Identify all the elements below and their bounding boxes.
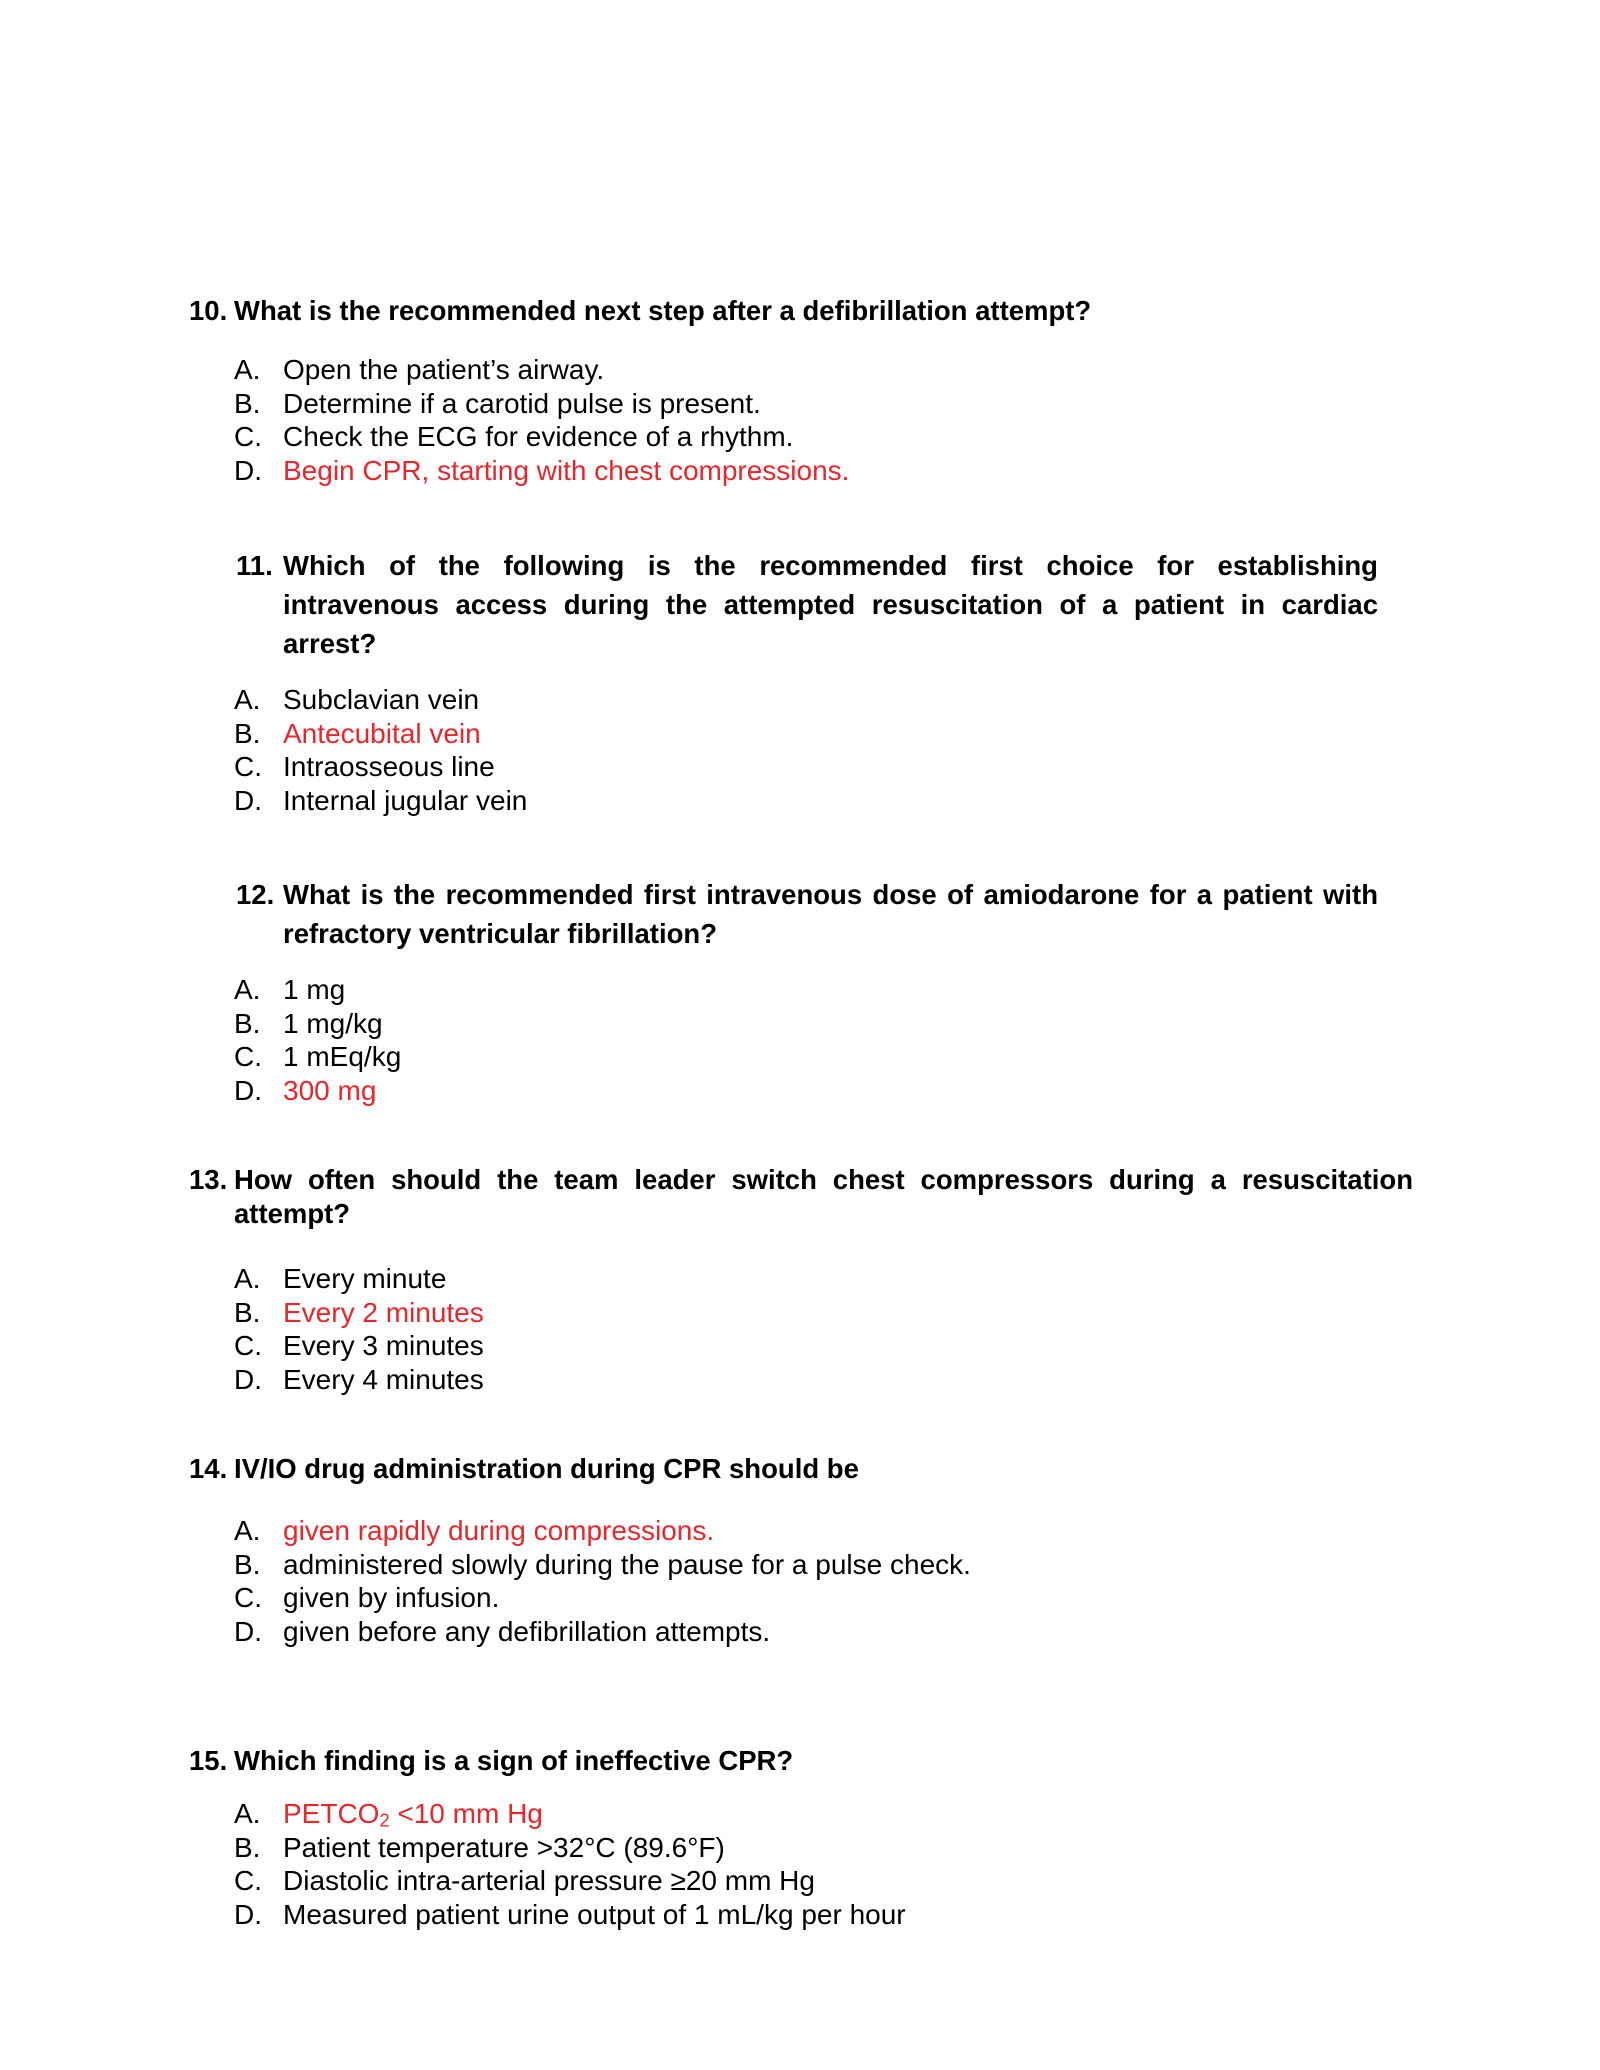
question-11 xyxy=(236,546,1378,663)
question-text: What is the recommended first intravenous dose of amiodarone for a patient with refractory ventricular fibrillation? xyxy=(283,879,1378,949)
option-d: D. Every 4 minutes xyxy=(234,1363,484,1395)
question-text: IV/IO drug administration during CPR should be xyxy=(234,1453,859,1484)
question-text: What is the recommended next step after a defibrillation attempt? xyxy=(234,295,1092,326)
option-d: D. Measured patient urine output of 1 mL/kg per hour xyxy=(234,1898,906,1930)
option-b: B. Patient temperature >32°C (89.6°F) xyxy=(234,1831,725,1863)
question-12 xyxy=(236,875,1378,953)
option-a: A. Open the patient’s airway. xyxy=(234,354,605,385)
question-number: 13. xyxy=(189,1164,228,1195)
options-list xyxy=(234,353,849,487)
option-c: C. 1 mEq/kg xyxy=(234,1041,402,1072)
question-text: Which of the following is the recommended first choice for establishing intravenous access during the attempted resuscitation of a patient in cardiac arrest? xyxy=(283,550,1378,659)
option-d: D. Internal jugular vein xyxy=(234,784,528,816)
option-c: C. Check the ECG for evidence of a rhythm. xyxy=(234,421,794,452)
option-a-correct-answer: A. $PETCO_2 <10$ mm Hg xyxy=(234,1798,543,1831)
question-number: 11. xyxy=(236,550,273,581)
option-a: A. 1 mg xyxy=(234,974,346,1005)
options-list xyxy=(234,973,401,1107)
options-list xyxy=(234,1514,971,1648)
options-list xyxy=(234,1262,484,1396)
option-d-correct-answer: D. Begin CPR, starting with chest compressions. xyxy=(234,454,850,486)
options-list xyxy=(234,1797,906,1931)
question-text: Which finding is a sign of ineffective CPR? xyxy=(234,1745,794,1776)
option-b: B. 1 mg/kg xyxy=(234,1007,383,1039)
question-13 xyxy=(189,1163,1413,1231)
option-a: A. Every minute xyxy=(234,1263,447,1294)
options-list xyxy=(234,683,527,817)
question-number: 15. xyxy=(189,1745,228,1776)
question-10 xyxy=(189,291,1389,330)
option-c: C. Intraosseous line xyxy=(234,751,495,782)
question-15 xyxy=(189,1741,1389,1780)
question-number: 10. xyxy=(189,295,228,326)
option-c: C. given by infusion. xyxy=(234,1582,500,1613)
option-c: C. Diastolic intra-arterial pressure ≥20 mm Hg xyxy=(234,1865,815,1896)
question-text: How often should the team leader switch chest compressors during a resuscitation attempt? xyxy=(234,1164,1413,1229)
option-b: B. Determine if a carotid pulse is present. xyxy=(234,387,761,419)
option-d-correct-answer: D. 300 mg xyxy=(234,1074,377,1106)
question-14 xyxy=(189,1449,1389,1488)
option-d: D. given before any defibrillation attempts. xyxy=(234,1615,771,1647)
option-a: A. Subclavian vein xyxy=(234,684,480,715)
option-b-correct-answer: B. Every 2 minutes xyxy=(234,1296,484,1328)
option-b-correct-answer: B. Antecubital vein xyxy=(234,717,481,749)
option-b: B. administered slowly during the pause for a pulse check. xyxy=(234,1548,971,1580)
question-number: 14. xyxy=(189,1453,228,1484)
option-c: C. Every 3 minutes xyxy=(234,1330,484,1361)
option-a-correct-answer: A. given rapidly during compressions. xyxy=(234,1515,715,1546)
question-number: 12. xyxy=(236,879,275,910)
